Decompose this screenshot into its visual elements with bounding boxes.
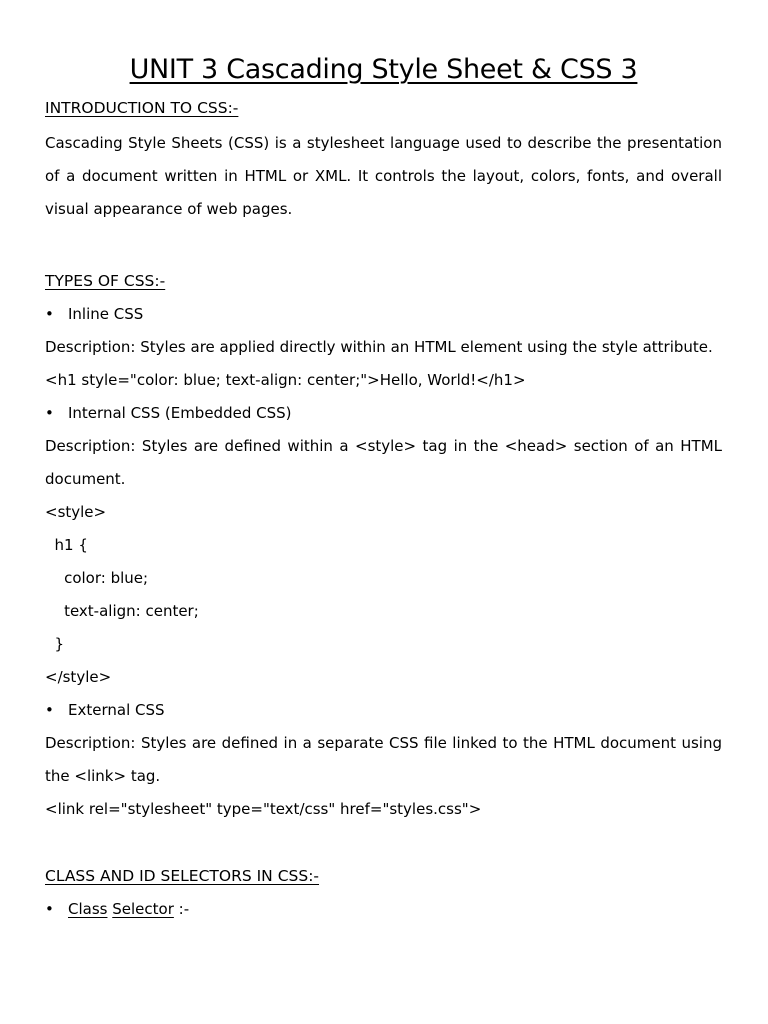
intro-heading: INTRODUCTION TO CSS:-: [45, 99, 239, 117]
bullet-dot: •: [45, 701, 54, 719]
selectors-heading: CLASS AND ID SELECTORS IN CSS:-: [45, 867, 320, 885]
bullet-inline-css: [45, 298, 722, 331]
bullet-external-css: [45, 694, 722, 727]
selector-suffix: :-: [173, 900, 190, 918]
bullet-internal-css: [45, 397, 722, 430]
internal-code-line: color: blue;: [45, 569, 149, 587]
bullet-label: Inline CSS: [68, 305, 144, 323]
internal-code-line: <style>: [45, 503, 107, 521]
bullet-dot: •: [45, 305, 54, 323]
internal-description: Description: Styles are defined within a <style> tag in the <head> section of an HTML document.: [45, 437, 722, 488]
class-word: Class: [68, 900, 108, 918]
internal-code-line: h1 {: [45, 536, 88, 554]
selector-word: Selector: [112, 900, 174, 918]
types-heading: TYPES OF CSS:-: [45, 272, 166, 290]
inline-description: Description: Styles are applied directly within an HTML element using the style attribute.: [45, 338, 713, 356]
inline-code: <h1 style="color: blue; text-align: center;">Hello, World!</h1>: [45, 371, 526, 389]
bullet-dot: •: [45, 404, 54, 422]
bullet-class-selector: [45, 893, 722, 926]
intro-paragraph: Cascading Style Sheets (CSS) is a stylesheet language used to describe the presentation of a document written in HTML or XML. It controls the layout, colors, fonts, and overall visual appearance of web pages.: [45, 134, 722, 218]
external-code: <link rel="stylesheet" type="text/css" href="styles.css">: [45, 800, 482, 818]
page-title: UNIT 3 Cascading Style Sheet & CSS 3: [129, 54, 638, 85]
internal-code-line: }: [45, 635, 65, 653]
bullet-label: Internal CSS (Embedded CSS): [68, 404, 292, 422]
bullet-dot: •: [45, 900, 54, 918]
internal-code-line: text-align: center;: [45, 602, 199, 620]
bullet-label: External CSS: [68, 701, 165, 719]
internal-code-line: </style>: [45, 668, 112, 686]
external-description: Description: Styles are defined in a separate CSS file linked to the HTML document using the <link> tag.: [45, 734, 722, 785]
